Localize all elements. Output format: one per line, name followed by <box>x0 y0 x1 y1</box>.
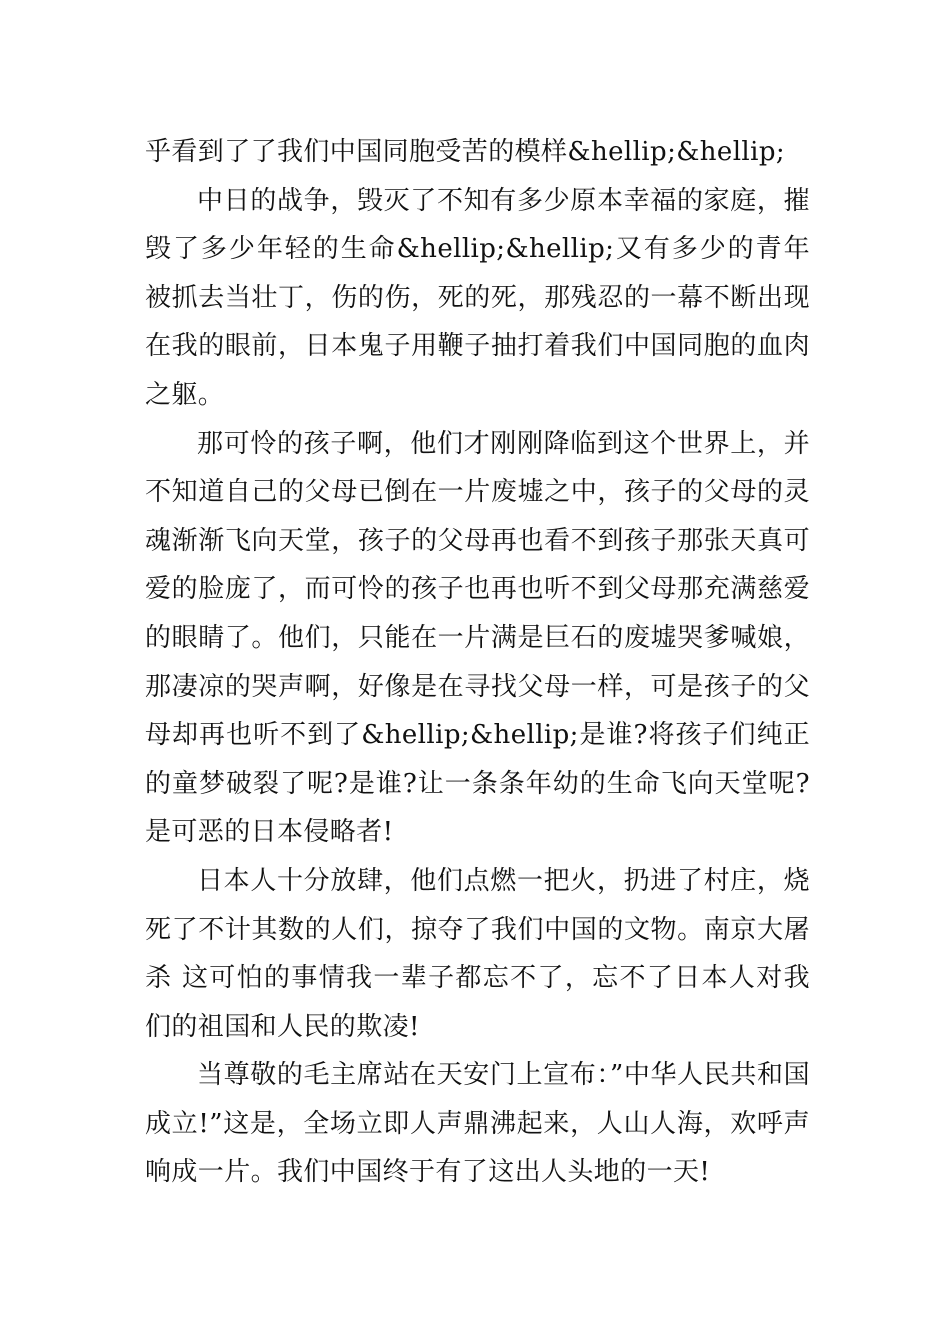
paragraph-nanjing: 日本人十分放肆，他们点燃一把火，扔进了村庄，烧死了不计其数的人们，掠夺了我们中国的文物。南京大屠杀 这可怕的事情我一辈子都忘不了，忘不了日本人对我们的祖国和人民的欺凌! <box>145 865 810 1042</box>
paragraph-pitiful-children: 那可怜的孩子啊，他们才刚刚降临到这个世界上，并不知道自己的父母已倒在一片废墟之中，孩子的父母的灵魂渐渐飞向天堂，孩子的父母再也看不到孩子那张天真可爱的脸庞了，而可怜的孩子也再也听不到父母那充满慈爱的眼睛了。他们，只能在一片满是巨石的废墟哭爹喊娘，那凄凉的哭声啊，好像是在寻找父母一样，可是孩子的父母却再也听不到了&hellip;&hellip;是谁?将孩子们纯正的童梦破裂了呢?是谁?让一条条年幼的生命飞向天堂呢?是可恶的日本侵略者! <box>145 428 810 848</box>
paragraph-continued: 乎看到了了我们中国同胞受苦的模样&hellip;&hellip; <box>145 137 786 167</box>
paragraph-founding: 当尊敬的毛主席站在天安门上宣布：”中华人民共和国成立!”这是，全场立即人声鼎沸起来，人山人海，欢呼声响成一片。我们中国终于有了这出人头地的一天! <box>145 1060 810 1188</box>
paragraph-war-destruction: 中日的战争，毁灭了不知有多少原本幸福的家庭，摧毁了多少年轻的生命&hellip;&hellip;又有多少的青年被抓去当壮丁，伤的伤，死的死，那残忍的一幕不断出现在我的眼前，日本鬼子用鞭子抽打着我们中国同胞的血肉之躯。 <box>145 185 810 410</box>
document-body <box>145 128 810 1197</box>
